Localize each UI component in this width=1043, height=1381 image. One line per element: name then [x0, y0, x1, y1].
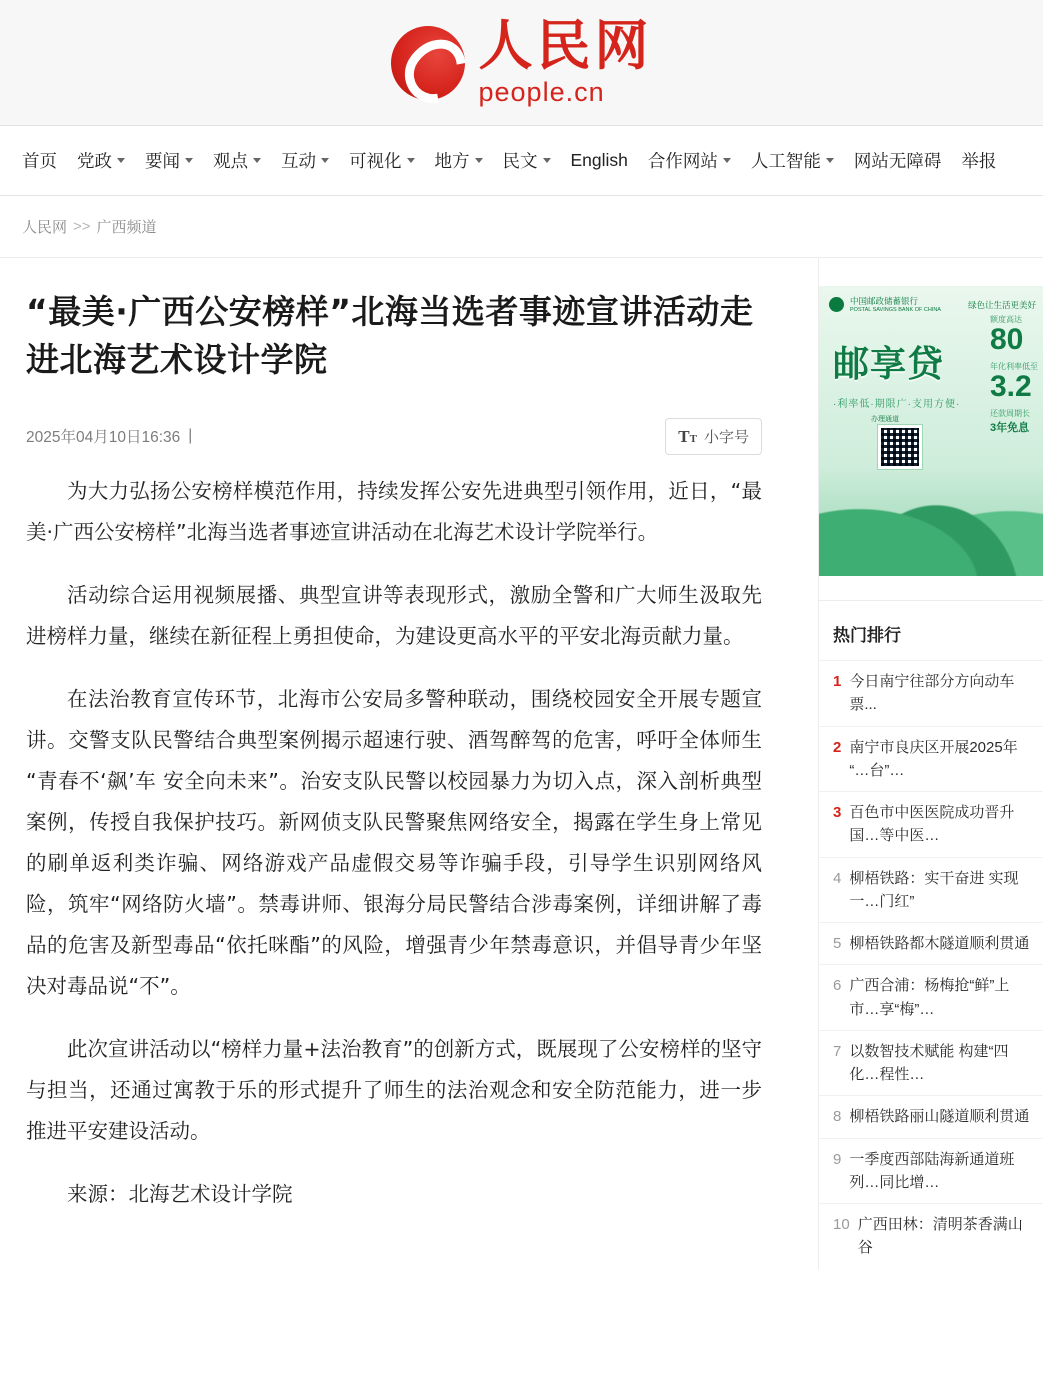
nav-label: 网站无障碍	[853, 151, 942, 171]
rank-number: 5	[833, 935, 842, 952]
rank-number: 6	[833, 977, 842, 995]
rank-number: 9	[833, 1150, 842, 1168]
nav-label: 人工智能	[750, 151, 821, 171]
ad-title: 邮享贷	[833, 343, 945, 385]
nav-item-news[interactable]	[135, 148, 203, 173]
nav-item-home[interactable]	[22, 148, 67, 173]
article-date-group	[26, 425, 192, 447]
nav-label: 合作网站	[647, 151, 718, 171]
ad-term-label: 还款周期长	[990, 409, 1030, 418]
logo-title-en: people.cn	[478, 77, 605, 107]
rank-number: 1	[833, 673, 842, 690]
nav-item-party[interactable]	[67, 148, 135, 173]
chevron-down-icon	[253, 158, 261, 163]
list-item[interactable]	[819, 964, 1043, 1030]
logo-title-cn: 人民网	[478, 14, 653, 77]
rank-number: 10	[833, 1216, 850, 1233]
nav-label: 要闻	[145, 151, 180, 171]
page-body	[0, 258, 1043, 1269]
rank-number: 3	[833, 804, 842, 821]
rank-number: 8	[833, 1108, 842, 1126]
ad-bank-name-en: POSTAL SAVINGS BANK OF CHINA	[850, 306, 941, 313]
nav-item-accessibility[interactable]	[844, 148, 952, 173]
article-date: 2025年04月10日16:36	[26, 429, 181, 447]
ad-subtitle: ·利率低·期限广·支用方便·	[833, 398, 961, 410]
chevron-down-icon	[543, 158, 551, 163]
qr-code-icon[interactable]	[877, 424, 923, 470]
list-item[interactable]	[819, 1138, 1043, 1204]
hot-ranking-panel	[819, 600, 1043, 1269]
list-item[interactable]	[819, 791, 1043, 857]
site-logo[interactable]	[391, 14, 653, 107]
list-item[interactable]	[819, 660, 1043, 726]
article-meta	[26, 418, 762, 471]
sidebar	[818, 258, 1043, 1269]
nav-label: 可视化	[349, 151, 402, 171]
nav-label: 地方	[434, 151, 470, 171]
nav-item-partners[interactable]	[638, 148, 741, 173]
article-paragraph: 在法治教育宣传环节，北海市公安局多警种联动，围绕校园安全开展专题宣讲。交警支队民警结合典型案例揭示超速行驶、酒驾醉驾的危害，呼吁全体师生“青春不‘飙’车 安全向未来”。治安支队民警以校园暴力为切入点，深入剖析典型案例，传授自我保护技巧。新网侦支队民警聚焦网络安全，揭露在学生身上常见的刷单返利类诈骗、网络游戏产品虚假交易等诈骗手段，引导学生识别网络风险，筑牢“网络防火墙”。禁毒讲师、银海分局民警结合涉毒案例，详细讲解了毒品的危害及新型毒品“依托咪酯”的风险，增强青少年禁毒意识，并倡导青少年坚决对毒品说“不”。	[26, 686, 762, 998]
rank-title: 一季度西部陆海新通道班列…同比增…	[849, 1150, 1015, 1191]
chevron-down-icon	[185, 158, 193, 163]
rank-title: 今日南宁往部分方向动车票...	[849, 673, 1015, 714]
nav-label: 民文	[502, 151, 538, 171]
chevron-down-icon	[117, 158, 125, 163]
chevron-down-icon	[723, 158, 731, 163]
article-paragraph: 此次宣讲活动以“榜样力量+法治教育”的创新方式，既展现了公安榜样的坚守与担当，还通过寓教于乐的形式提升了师生的法治观念和安全防范能力，进一步推进平安建设活动。	[26, 1036, 762, 1143]
ad-figures	[990, 314, 1038, 435]
nav-item-list	[22, 148, 1006, 173]
rank-title: 柳梧铁路丽山隧道顺利贯通	[849, 1108, 1030, 1126]
ad-term-value: 3年免息	[990, 422, 1030, 434]
ad-bank-name-cn: 中国邮政储蓄银行	[850, 296, 919, 306]
nav-label: 互动	[281, 151, 316, 171]
breadcrumb-current[interactable]: 广西频道	[96, 219, 157, 236]
chevron-down-icon	[407, 158, 415, 163]
ad-qr-caption: 办理通道	[871, 416, 899, 423]
logo-text	[478, 14, 653, 107]
chevron-down-icon	[475, 158, 483, 163]
nav-label: 党政	[77, 151, 112, 171]
page-title: “最美·广西公安榜样”北海当选者事迹宣讲活动走进北海艺术设计学院	[26, 292, 754, 379]
rank-title: 百色市中医医院成功晋升国…等中医…	[849, 804, 1015, 845]
nav-item-ai[interactable]	[741, 148, 844, 173]
rank-title: 柳梧铁路：实干奋进 实现一…门红”	[849, 869, 1019, 910]
nav-label: 首页	[22, 151, 57, 171]
article-source: 来源：北海艺术设计学院	[67, 1181, 293, 1206]
list-item[interactable]	[819, 1095, 1043, 1137]
ad-rate-label: 年化利率低至	[990, 362, 1038, 371]
article-date-separator: |	[188, 427, 193, 445]
ad-rate-value: 3.2	[990, 370, 1032, 403]
list-item[interactable]	[819, 726, 1043, 792]
nav-item-interactive[interactable]	[271, 148, 339, 173]
nav-label: 观点	[213, 151, 248, 171]
nav-item-english[interactable]	[561, 150, 638, 171]
main-navigation	[0, 126, 1043, 196]
list-item[interactable]	[819, 1203, 1043, 1269]
rank-number: 7	[833, 1042, 842, 1060]
rank-title: 以数智技术赋能 构建“四化…程性…	[849, 1042, 1009, 1083]
ad-bank-name	[850, 296, 941, 314]
site-header	[0, 0, 1043, 126]
nav-item-visual[interactable]	[339, 148, 425, 173]
article-paragraph: 为大力弘扬公安榜样模范作用，持续发挥公安先进典型引领作用，近日，“最美·广西公安榜样”北海当选者事迹宣讲活动在北海艺术设计学院举行。	[26, 478, 762, 544]
article-paragraph: 活动综合运用视频展播、典型宣讲等表现形式，激励全警和广大师生汲取先进榜样力量，继续在新征程上勇担使命，为建设更高水平的平安北海贡献力量。	[26, 582, 762, 648]
rank-number: 2	[833, 738, 842, 756]
people-cn-logo-icon	[391, 26, 465, 100]
rank-number: 4	[833, 869, 842, 887]
nav-item-local[interactable]	[425, 148, 493, 173]
ad-amount-value: 80	[990, 323, 1024, 356]
ad-bank-header	[819, 286, 1043, 314]
list-item[interactable]	[819, 857, 1043, 923]
breadcrumb-separator: >>	[73, 218, 91, 235]
nav-label: 举报	[961, 151, 997, 171]
nav-label: English	[570, 150, 628, 170]
rank-title: 柳梧铁路都木隧道顺利贯通	[849, 935, 1030, 952]
breadcrumb	[0, 196, 1043, 258]
ad-decorative-hills	[819, 466, 1043, 576]
ad-amount-label: 额度高达	[990, 315, 1022, 324]
chevron-down-icon	[321, 158, 329, 163]
rank-title: 南宁市良庆区开展2025年“…台”…	[849, 738, 1018, 779]
advertisement-banner[interactable]	[819, 286, 1043, 576]
chevron-down-icon	[826, 158, 834, 163]
ad-slogan: 绿色让生活更美好	[967, 299, 1036, 310]
bank-logo-icon	[829, 297, 844, 312]
rank-title: 广西合浦：杨梅抢“鲜”上市…享“梅”…	[849, 977, 1010, 1018]
rank-title: 广西田林：清明茶香满山谷	[857, 1216, 1023, 1257]
list-item[interactable]	[819, 1030, 1043, 1096]
font-size-button[interactable]	[665, 418, 762, 455]
font-size-label: 小字号	[703, 428, 749, 446]
hot-ranking-heading: 热门排行	[833, 626, 901, 645]
list-item[interactable]	[819, 922, 1043, 964]
nav-item-opinion[interactable]	[203, 148, 271, 173]
breadcrumb-home[interactable]: 人民网	[22, 219, 68, 236]
article-column	[0, 258, 818, 1215]
nav-item-ethnic[interactable]	[493, 148, 561, 173]
text-size-icon: TT	[678, 426, 697, 446]
nav-item-report[interactable]	[951, 148, 1006, 173]
